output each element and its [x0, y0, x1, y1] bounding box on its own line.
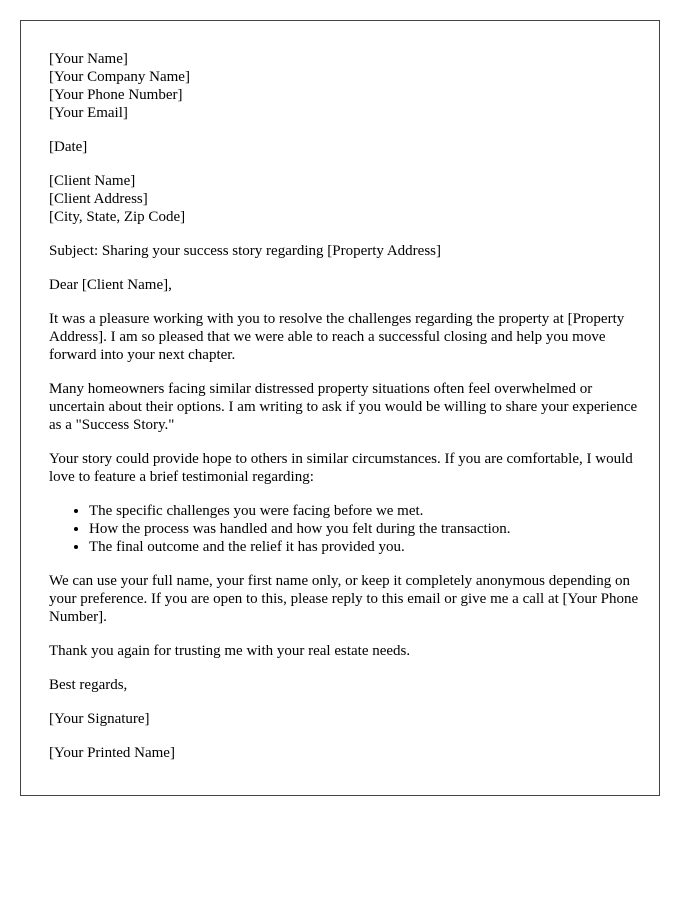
- body-paragraph-1: It was a pleasure working with you to resolve the challenges regarding the property at [Property Address]. I am so pleased that we were able to reach a successful closing and help you move forward into your next chapter.: [49, 311, 625, 363]
- recipient-city-state-zip: [City, State, Zip Code]: [49, 209, 186, 225]
- list-item: • The specific challenges you were facing before we met.: [89, 502, 639, 520]
- letter-subject: Subject: Sharing your success story regarding [Property Address]: [49, 243, 442, 259]
- letter-frame: [20, 20, 660, 796]
- body-paragraph-3: Your story could provide hope to others in similar circumstances. If you are comfortable, I would love to feature a brief testimonial regarding:: [49, 451, 633, 485]
- list-item: • How the process was handled and how you felt during the transaction.: [89, 520, 639, 538]
- closing-paragraph-2: Thank you again for trusting me with your real estate needs.: [49, 643, 411, 659]
- sender-company: [Your Company Name]: [49, 69, 190, 85]
- letter-body: [49, 50, 639, 778]
- signoff: Best regards,: [49, 677, 128, 693]
- testimonial-topics-list: [49, 502, 639, 556]
- sender-email: [Your Email]: [49, 105, 128, 121]
- recipient-address: [Client Address]: [49, 191, 148, 207]
- letter-date: [Date]: [49, 139, 88, 155]
- list-item: • The final outcome and the relief it has provided you.: [89, 538, 639, 556]
- sender-name: [Your Name]: [49, 51, 128, 67]
- printed-name: [Your Printed Name]: [49, 745, 175, 761]
- signature: [Your Signature]: [49, 711, 150, 727]
- sender-block: [49, 50, 639, 122]
- sender-phone: [Your Phone Number]: [49, 87, 183, 103]
- body-paragraph-2: Many homeowners facing similar distressed property situations often feel overwhelmed or uncertain about their options. I am writing to ask if you would be willing to share your experience as a "Success Story.": [49, 381, 638, 433]
- closing-paragraph-1: We can use your full name, your first name only, or keep it completely anonymous depending on your preference. If you are open to this, please reply to this email or give me a call at [Your Phone Number].: [49, 573, 639, 625]
- recipient-name: [Client Name]: [49, 173, 136, 189]
- recipient-block: [49, 172, 639, 226]
- letter-salutation: Dear [Client Name],: [49, 277, 172, 293]
